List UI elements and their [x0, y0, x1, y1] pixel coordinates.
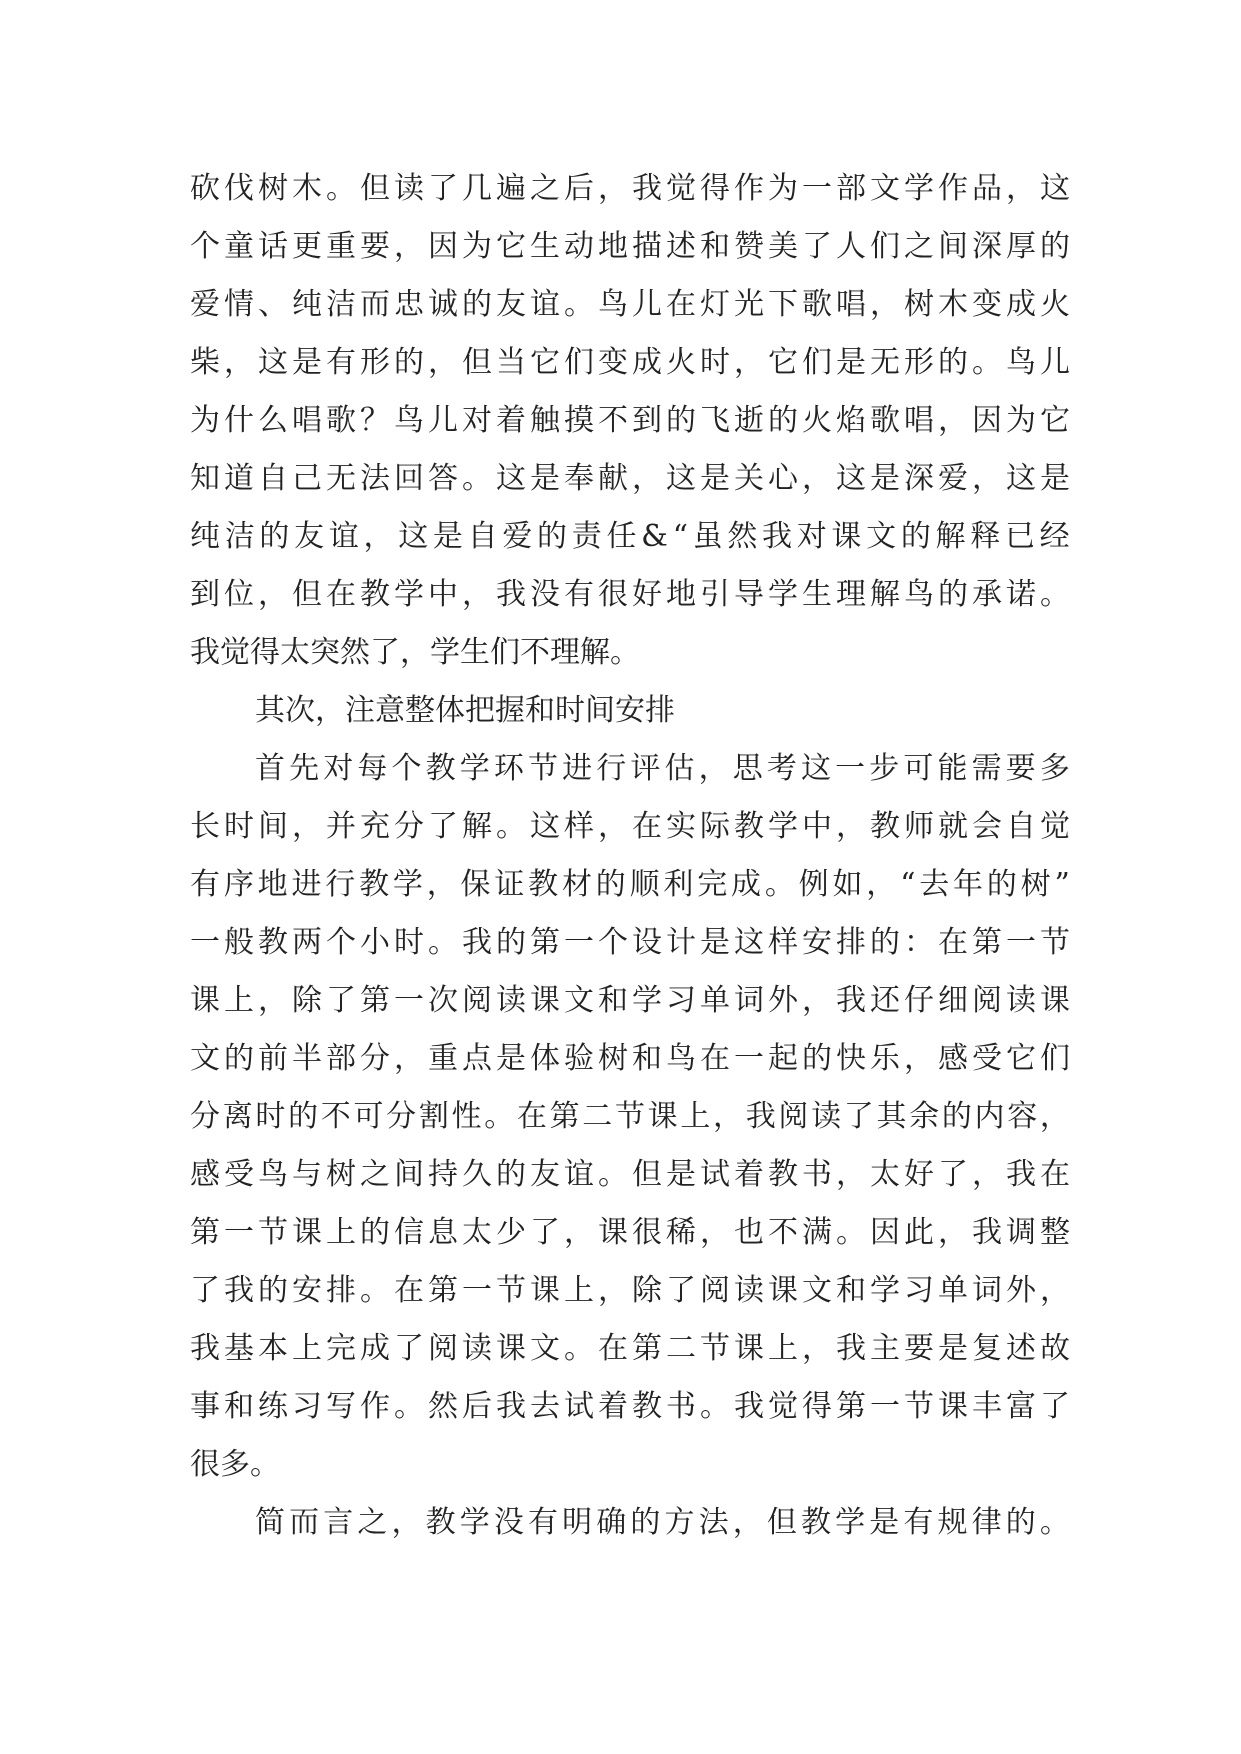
text-line: 感 受 鸟 与 树 之 间 持 久 的 友 谊 。 但 是 试 着 教 书 ， 太 好 了 ， 我 在 — [190, 1157, 1070, 1192]
text-line: 其次，注意整体把握和时间安排 — [255, 693, 675, 728]
text-line: 分 离 时 的 不 可 分 割 性 。 在 第 二 节 课 上 ， 我 阅 读 了 其 余 的 内 容 ， — [190, 1099, 1070, 1134]
text-line: 很多。 — [190, 1447, 280, 1482]
text-line: 首 先 对 每 个 教 学 环 节 进 行 评 估 ， 思 考 这 一 步 可 能 需 要 多 — [255, 751, 1070, 786]
text-line: 我觉得太突然了，学生们不理解。 — [190, 635, 640, 670]
text-line: 纯 洁 的 友 谊 ， 这 是 自 爱 的 责 任 & “ 虽 然 我 对 课 文 的 解 释 已 经 — [190, 519, 1070, 554]
text-line: 文 的 前 半 部 分 ， 重 点 是 体 验 树 和 鸟 在 一 起 的 快 乐 ， 感 受 它 们 — [190, 1041, 1070, 1076]
text-line: 柴 ， 这 是 有 形 的 ， 但 当 它 们 变 成 火 时 ， 它 们 是 无 形 的 。 鸟 儿 — [190, 345, 1070, 380]
document-body — [190, 160, 1070, 1552]
text-line: 了 我 的 安 排 。 在 第 一 节 课 上 ， 除 了 阅 读 课 文 和 学 习 单 词 外 ， — [190, 1273, 1070, 1308]
text-line: 一 般 教 两 个 小 时 。 我 的 第 一 个 设 计 是 这 样 安 排 的 ： 在 第 一 节 — [190, 925, 1070, 960]
text-line: 我 基 本 上 完 成 了 阅 读 课 文 。 在 第 二 节 课 上 ， 我 主 要 是 复 述 故 — [190, 1331, 1070, 1366]
text-line: 个 童 话 更 重 要 ， 因 为 它 生 动 地 描 述 和 赞 美 了 人 们 之 间 深 厚 的 — [190, 229, 1070, 264]
text-line: 事 和 练 习 写 作 。 然 后 我 去 试 着 教 书 。 我 觉 得 第 一 节 课 丰 富 了 — [190, 1389, 1070, 1424]
text-line: 爱 情 、 纯 洁 而 忠 诚 的 友 谊 。 鸟 儿 在 灯 光 下 歌 唱 ， 树 木 变 成 火 — [190, 287, 1070, 322]
text-line: 知 道 自 己 无 法 回 答 。 这 是 奉 献 ， 这 是 关 心 ， 这 是 深 爱 ， 这 是 — [190, 461, 1070, 496]
text-line: 简 而 言 之 ， 教 学 没 有 明 确 的 方 法 ， 但 教 学 是 有 规 律 的 。 — [255, 1505, 1070, 1540]
text-line: 砍 伐 树 木 。 但 读 了 几 遍 之 后 ， 我 觉 得 作 为 一 部 文 学 作 品 ， 这 — [190, 171, 1070, 206]
text-line: 第 一 节 课 上 的 信 息 太 少 了 ， 课 很 稀 ， 也 不 满 。 因 此 ， 我 调 整 — [190, 1215, 1070, 1250]
text-line: 为 什 么 唱 歌 ？ 鸟 儿 对 着 触 摸 不 到 的 飞 逝 的 火 焰 歌 唱 ， 因 为 它 — [190, 403, 1070, 438]
text-line: 长 时 间 ， 并 充 分 了 解 。 这 样 ， 在 实 际 教 学 中 ， 教 师 就 会 自 觉 — [190, 809, 1070, 844]
text-line: 到 位 ， 但 在 教 学 中 ， 我 没 有 很 好 地 引 导 学 生 理 解 鸟 的 承 诺 。 — [190, 577, 1070, 612]
text-line: 课 上 ， 除 了 第 一 次 阅 读 课 文 和 学 习 单 词 外 ， 我 还 仔 细 阅 读 课 — [190, 983, 1070, 1018]
text-line: 有 序 地 进 行 教 学 ， 保 证 教 材 的 顺 利 完 成 。 例 如 ， “ 去 年 的 树 ” — [190, 867, 1070, 902]
